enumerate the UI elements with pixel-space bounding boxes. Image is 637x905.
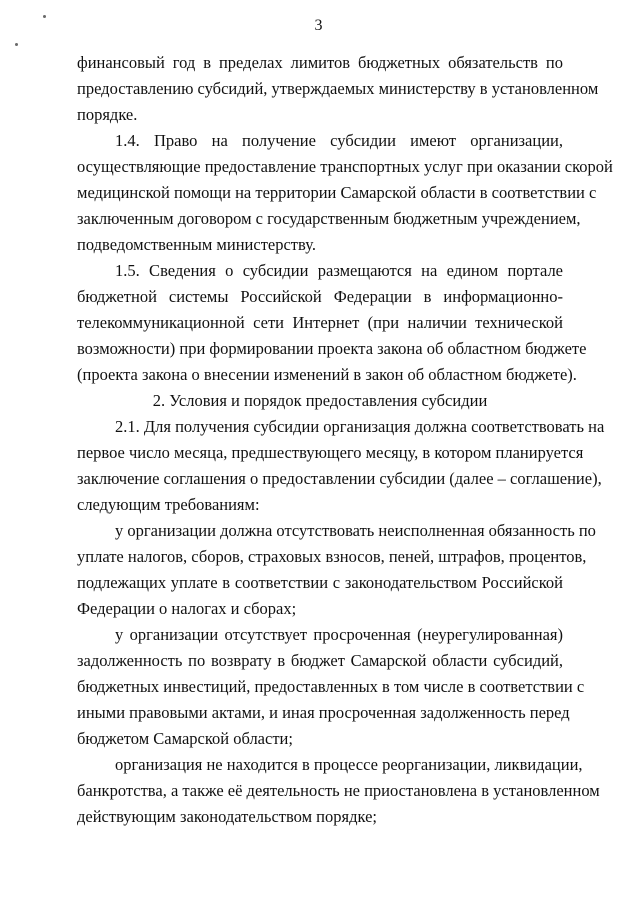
text-line: порядке. [77,105,138,124]
text-line: подлежащих уплате в соответствии с законодательством Российской [77,573,563,592]
text-line: (проекта закона о внесении изменений в закон об областном бюджете). [77,365,577,384]
text-line: заключение соглашения о предоставлении субсидии (далее – соглашение), [77,469,602,488]
text-line: предоставлению субсидий, утверждаемых министерству в установленном [77,79,599,98]
text-line: телекоммуникационной сети Интернет (при наличии технической [77,313,563,332]
text-line: банкротства, а также её деятельность не приостановлена в установленном [77,781,600,800]
text-line: 2.1. Для получения субсидии организация должна соответствовать на [115,417,605,436]
text-line: возможности) при формировании проекта закона об областном бюджете [77,339,587,358]
text-line: первое число месяца, предшествующего месяцу, в котором планируется [77,443,584,462]
text-line: действующим законодательством порядке; [77,807,377,826]
text-line: осуществляющие предоставление транспортных услуг при оказании скорой [77,157,613,176]
text-line: подведомственным министерству. [77,235,316,254]
text-line: следующим требованиям: [77,495,260,514]
page-number: 3 [314,17,323,34]
text-line: бюджетной системы Российской Федерации в информационно- [77,287,563,306]
document-body [77,50,613,830]
text-line: финансовый год в пределах лимитов бюджетных обязательств по [77,53,563,72]
text-line: иными правовыми актами, и иная просроченная задолженность перед [77,703,570,722]
section-heading: 2. Условия и порядок предоставления субсидии [152,391,488,410]
text-line: бюджетом Самарской области; [77,729,293,748]
text-line: уплате налогов, сборов, страховых взносов, пеней, штрафов, процентов, [77,547,587,566]
text-line: бюджетных инвестиций, предоставленных в том числе в соответствии с [77,677,585,696]
text-line: заключенным договором с государственным бюджетным учреждением, [77,209,581,228]
text-line: 1.5. Сведения о субсидии размещаются на едином портале [115,261,563,280]
scan-speck-left [15,43,18,46]
text-line: медицинской помощи на территории Самарской области в соответствии с [77,183,597,202]
text-line: у организации отсутствует просроченная (неурегулированная) [115,625,563,644]
text-line: Федерации о налогах и сборах; [77,599,297,618]
text-line: у организации должна отсутствовать неисполненная обязанность по [115,521,596,540]
scan-speck-top [43,15,46,18]
text-line: задолженность по возврату в бюджет Самарской области субсидий, [77,651,563,670]
text-line: 1.4. Право на получение субсидии имеют организации, [115,131,563,150]
text-line: организация не находится в процессе реорганизации, ликвидации, [115,755,583,774]
